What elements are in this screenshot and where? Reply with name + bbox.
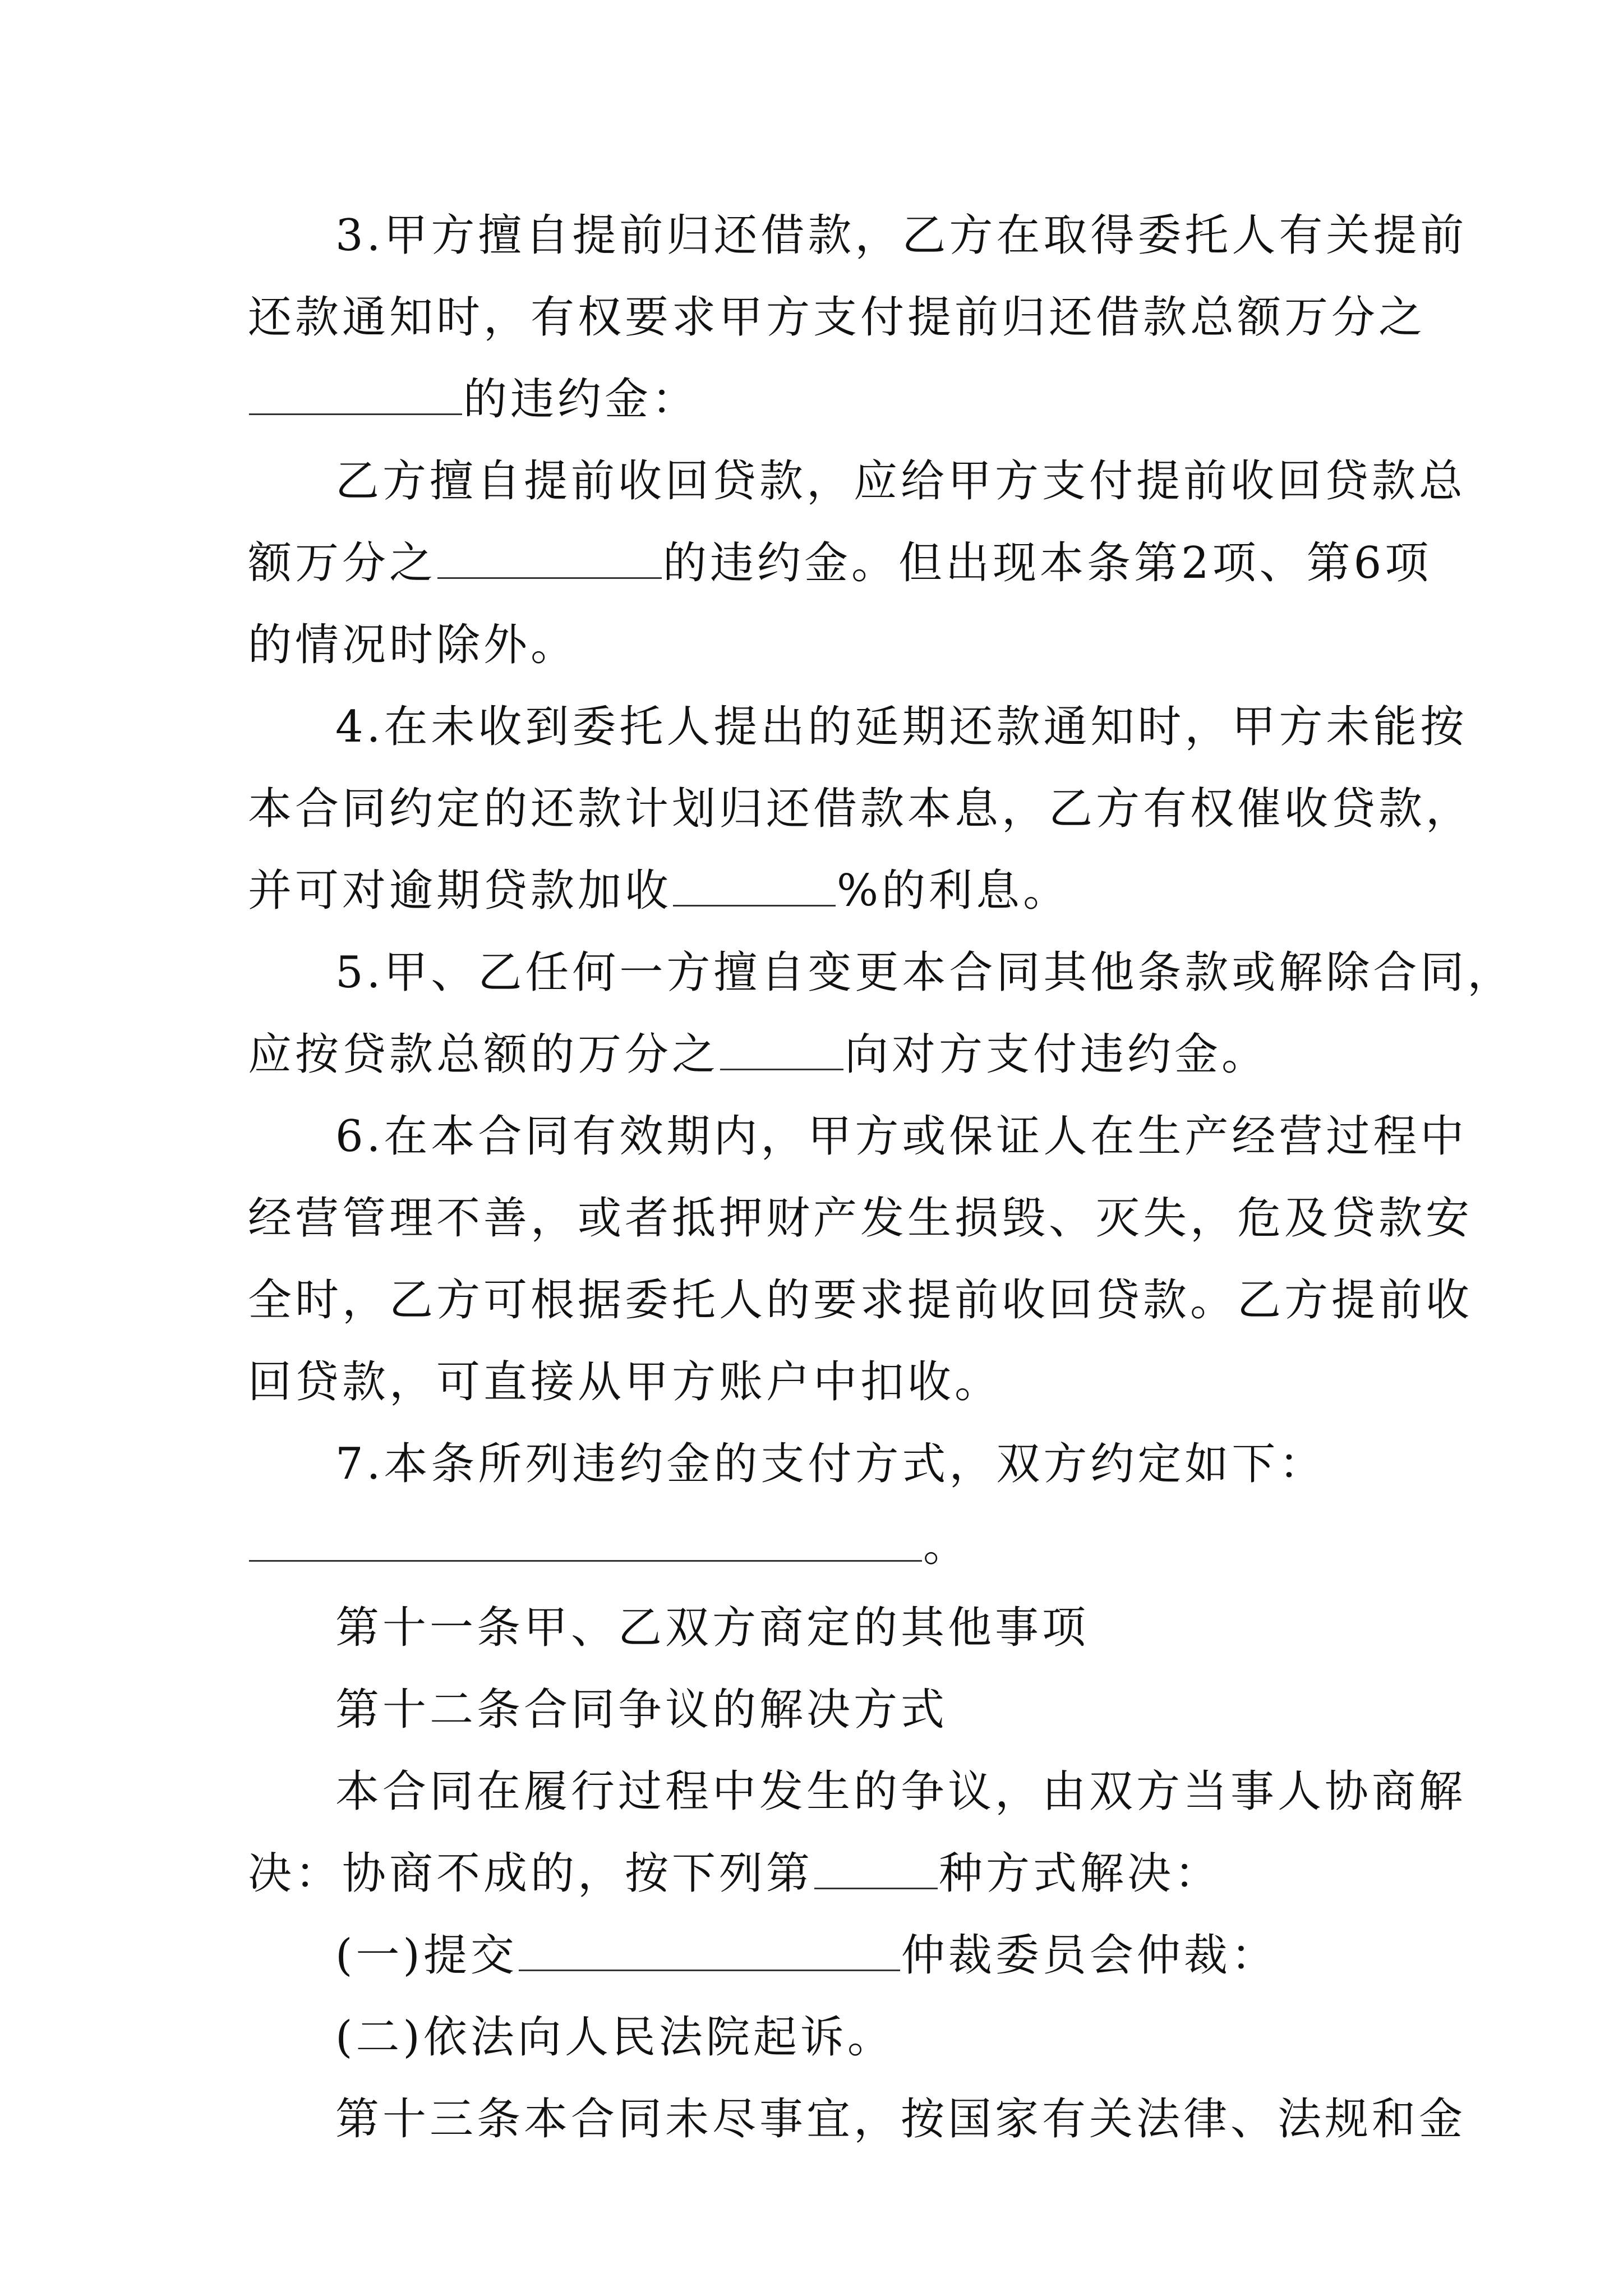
clause-6-line-1 [335, 1108, 1467, 1165]
text: 5.甲、乙任何一方擅自变更本合同其他条款或解除合同， [335, 947, 1515, 998]
clause-3b-line-3 [248, 617, 578, 673]
text: 仲裁委员会仲裁： [901, 1930, 1278, 1981]
clause-5-line-2 [248, 1027, 1269, 1083]
clause-3b-line-1 [335, 453, 1466, 509]
blank-field [437, 541, 662, 579]
clause-3-line-3 [248, 371, 699, 427]
text: 并可对逾期贷款加收 [248, 866, 672, 916]
text: (一)提交 [335, 1930, 518, 1981]
text: 第十一条甲、乙双方商定的其他事项 [335, 1603, 1090, 1653]
clause-4-line-1 [335, 699, 1467, 755]
text: 决：协商不成的，按下列第 [248, 1848, 814, 1899]
text: 的违约金： [463, 374, 699, 425]
blank-field [720, 1033, 843, 1070]
text: 本合同约定的还款计划归还借款本息，乙方有权催收贷款， [248, 784, 1473, 834]
clause-6-line-3 [248, 1272, 1473, 1328]
article-12-line-2 [248, 1846, 1221, 1902]
blank-field [673, 869, 836, 907]
blank-field [249, 378, 462, 415]
text: 向对方支付违约金。 [845, 1029, 1269, 1080]
text: 的情况时除外。 [248, 620, 578, 670]
article-12-heading [335, 1682, 948, 1738]
text: 额万分之 [248, 538, 437, 588]
text: 本合同在履行过程中发生的争议，由双方当事人协商解 [335, 1766, 1467, 1817]
article-12-line-1 [335, 1764, 1466, 1820]
clause-4-line-2 [248, 781, 1473, 837]
text: 种方式解决： [939, 1848, 1222, 1899]
clause-5-line-1 [335, 945, 1514, 1001]
text: 4.在未收到委托人提出的延期还款通知时，甲方未能按 [335, 702, 1468, 752]
clause-6-line-4 [248, 1354, 1002, 1410]
text: %的利息。 [837, 866, 1071, 916]
blank-field [249, 1524, 922, 1562]
clause-3-line-2 [248, 289, 1426, 346]
article-12-option-1 [335, 1927, 1278, 1984]
article-11-heading [335, 1600, 1089, 1656]
text: 第十二条合同争议的解决方式 [335, 1685, 948, 1735]
text: 3.甲方擅自提前归还借款，乙方在取得委托人有关提前 [335, 210, 1468, 261]
text: 6.在本合同有效期内，甲方或保证人在生产经营过程中 [335, 1111, 1468, 1162]
clause-3b-line-2 [248, 535, 1432, 591]
text: 还款通知时，有权要求甲方支付提前归还借款总额万分之 [248, 292, 1426, 343]
text: 乙方擅自提前收回贷款，应给甲方支付提前收回贷款总 [335, 456, 1467, 507]
text: 7.本条所列违约金的支付方式，双方约定如下： [335, 1439, 1326, 1489]
text: 第十三条本合同未尽事宜，按国家有关法律、法规和金 [335, 2094, 1467, 2145]
text: (二)依法向人民法院起诉。 [335, 2012, 895, 2063]
text: 。 [923, 1521, 971, 1571]
clause-7-line-2 [248, 1518, 970, 1574]
text: 回贷款，可直接从甲方账户中扣收。 [248, 1357, 1002, 1407]
article-12-option-2 [335, 2009, 895, 2065]
clause-3-line-1 [335, 208, 1467, 264]
clause-4-line-3 [248, 863, 1070, 919]
text: 经营管理不善，或者抵押财产发生损毁、灭失，危及贷款安 [248, 1193, 1473, 1244]
blank-field [814, 1852, 938, 1889]
clause-7-line-1 [335, 1436, 1326, 1492]
text: 应按贷款总额的万分之 [248, 1029, 720, 1080]
text: 全时，乙方可根据委托人的要求提前收回贷款。乙方提前收 [248, 1275, 1473, 1326]
article-13-line-1 [335, 2091, 1466, 2147]
clause-6-line-2 [248, 1190, 1473, 1246]
text: 的违约金。但出现本条第2项、第6项 [663, 538, 1432, 588]
blank-field [519, 1934, 900, 1971]
